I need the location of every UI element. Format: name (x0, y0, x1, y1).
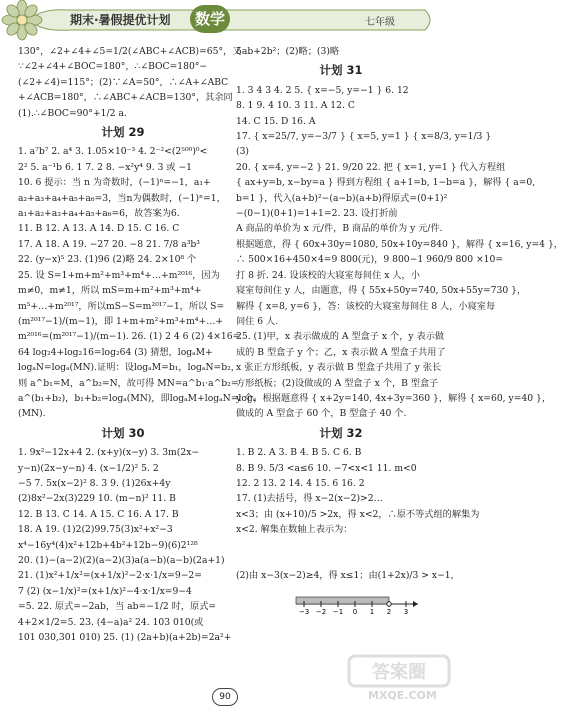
answer-line: 方形纸板；(2)设做成的 A 型盒子 x 个，B 型盒子 (236, 377, 439, 389)
right-answer-column (236, 44, 563, 583)
answer-line: 17. { x=25/7, y=−3/7 } { x=5, y=1 } { x=8/3, y=1/3 } (236, 131, 492, 143)
answer-line: 则 a^b₁=M，a^b₂=N，故可得 MN=a^b₁·a^b₂= (18, 377, 239, 389)
subject-badge: 数学 (190, 5, 230, 33)
grade-label: 七年级 (365, 17, 395, 28)
svg-text:答案圈: 答案圈 (372, 662, 426, 683)
answer-line: { ax+y=b, x−by=a } 得到方程组 { a+1=b, 1−b=a }，解得 { a=0, (236, 177, 536, 189)
section-heading: 计划 31 (319, 63, 363, 78)
answer-line: 根据题意，得 { 60x+30y=1080, 50x+10y=840 }，解得 { x=16, y=4 }， (236, 238, 563, 250)
answer-line: −(0−1)(0+1)=1+1=2. 23. 设打折前 (236, 208, 398, 220)
answer-line: 11. B 12. A 13. A 14. D 15. C 16. C (18, 223, 180, 235)
answer-line: 7 (2) (x−1/x)²=(x+1/x)²−4·x·1/x=9−4 (18, 585, 192, 597)
section-heading: 计划 32 (319, 425, 363, 440)
answer-line: 101 030,301 010) 25. (1) (2a+b)(a+2b)=2a²+ (18, 632, 232, 644)
answer-line: m⁵+…+m²⁰¹⁷，所以mS−S=m²⁰¹⁷−1，所以 S= (18, 300, 225, 312)
answer-line: 8. B 9. 5/3 <a≤6 10. −7<x<1 11. m<0 (236, 462, 417, 474)
answer-line: 5ab+2b²；(2)略；(3)略 (236, 46, 340, 57)
answer-line: m≠0，m≠1，所以 mS=m+m²+m³+m⁴+ (18, 285, 202, 297)
answer-line: 12. B 13. C 14. A 15. C 16. A 17. B (18, 508, 179, 520)
answer-line: 寝室每间住 y 人，由题意，得 { 55x+50y=740, 50x+55y=730 }， (236, 285, 527, 297)
answer-line: 20. { x=4, y=−2 } 21. 9/20 22. 把 { x=1, y=1 } 代入方程组 (236, 161, 506, 173)
answer-line: 解得 { x=8, y=6 }，答：该校的大寝室每间住 8 人，小寝室每 (236, 300, 496, 312)
answer-line: y 个，根据题意得 { x+2y=140, 4x+3y=360 }，解得 { x=60, y=40 }， (236, 392, 552, 404)
number-line-tick-label: 0 (352, 608, 358, 616)
axis-arrow-icon (413, 601, 418, 607)
left-answer-column (18, 44, 257, 645)
answer-line: 成的 B 型盒子 y 个；乙，x 表示做 A 型盒子共用了 (236, 346, 446, 358)
answer-line: a₂+a₃+a₄+a₅+a₆=3，当n为偶数时，(−1)ⁿ=1， (18, 192, 226, 204)
answer-line: 2² 5. a⁻¹b 6. 1 7. 2 8. −x²y⁴ 9. 3 或 −1 (18, 161, 192, 173)
answer-line: 12. 2 13. 2 14. 4 15. 6 16. 2 (236, 477, 365, 489)
answer-line: 17. A 18. A 19. −27 20. −8 21. 7/8 a³b³ (18, 238, 200, 250)
answer-line: ∵∠2+∠4+∠BOC=180°，∴∠BOC=180°− (18, 61, 208, 73)
answer-line: 打 8 折. 24. 设该校的大寝室每间住 x 人，小 (236, 269, 420, 281)
flower-logo-icon (2, 0, 42, 40)
answer-line: (3) (236, 146, 250, 158)
answer-line: 1. B 2. A 3. B 4. B 5. C 6. B (236, 447, 362, 459)
answer-line: A 商品的单价为 x 元/件，B 商品的单价为 y 元/件. (236, 223, 443, 235)
number-line-gap (236, 538, 446, 568)
section-heading: 计划 29 (101, 125, 145, 140)
answer-line: ∴ 500×16+450×4=9 800(元)，9 800−1 960/9 800 ×10= (236, 254, 504, 266)
number-line-tick-label: −3 (298, 608, 310, 616)
number-line-tick-label: 2 (386, 608, 392, 616)
number-line-tick-label: −2 (315, 608, 327, 616)
answer-line: 22. (y−x)⁵ 23. (1)96 (2)略 24. 2×10⁸ 个 (18, 254, 197, 266)
page-header (0, 0, 458, 40)
number-line-tick-label: 1 (369, 608, 375, 616)
answer-line: −5 7. 5x(x−2)² 8. 3 9. (1)26x+4y (18, 477, 171, 489)
answer-line: x<3；由 (x+10)/5 >2x，得 x<2，∴原不等式组的解集为 (236, 508, 480, 520)
solution-band (296, 597, 389, 604)
answer-line: b=1 }，代入(a+b)²−(a−b)(a+b)得原式=(0+1)² (236, 192, 448, 204)
answer-line: 间住 6 人. (236, 315, 279, 327)
answer-line: 25. (1)甲，x 表示做成的 A 型盒子 x 个，y 表示做 (236, 331, 445, 343)
answer-line: 130°，∠2+∠4+∠5=1/2(∠ABC+∠ACB)=65°，又 (18, 46, 242, 57)
answer-line: 10. 6 提示：当 n 为奇数时，(−1)ⁿ=−1，a₁+ (18, 177, 211, 189)
answer-line: 18. A 19. (1)2(2)99.75(3)x²+x²−3 (18, 524, 173, 536)
answer-line: (MN). (18, 408, 46, 420)
answer-line: 4+2×1/2=5. 23. (4−a)a² 24. 103 010(或 (18, 616, 204, 628)
answer-line: 1. a⁷b⁷ 2. a⁴ 3. 1.05×10⁻³ 4. 2⁻²<(2⁵⁰⁰)⁰< (18, 146, 208, 158)
answer-line: 8. 1 9. 4 10. 3 11. A 12. C (236, 100, 355, 112)
open-endpoint (387, 602, 391, 606)
answer-line: x<2. 解集在数轴上表示为： (236, 524, 353, 536)
page-number: 90 (212, 688, 238, 706)
answer-line: +∠ACB=180°，∴∠ABC+∠ACB=130°，其余同 (18, 92, 233, 104)
answer-line: (∠2+∠4)=115°；(2)∵∠A=50°，∴∠A+∠ABC (18, 76, 229, 88)
answer-line: a^(b₁+b₂)，b₁+b₂=logₐ(MN)，即logₐM+logₐN=logₐ (18, 392, 257, 404)
answer-line: (m²⁰¹⁷−1)/(m−1)，即 1+m+m²+m³+m⁴+…+ (18, 315, 224, 327)
answer-line: 21. (1)x²+1/x²=(x+1/x)²−2·x·1/x=9−2= (18, 570, 202, 582)
answer-line: a₁+a₂+a₃+a₄+a₅+a₆=6，故答案为6. (18, 208, 180, 220)
answer-line: 1. 9x²−12x+4 2. (x+y)(x−y) 3. 3m(2x− (18, 447, 200, 459)
number-line-tick-label: 3 (403, 608, 409, 616)
answer-line: x 张正方形纸板，y 表示做 B 型盒子共用了 y 张长 (236, 362, 442, 374)
number-line-diagram (294, 589, 420, 615)
answer-line: 17. (1)去括号，得 x−2(x−2)>2… (236, 493, 383, 505)
section-heading: 计划 30 (101, 425, 145, 440)
answer-line: 25. 设 S=1+m+m²+m³+m⁴+…+m²⁰¹⁶，因为 (18, 269, 220, 281)
answer-line: 做成的 A 型盒子 60 个，B 型盒子 40 个. (236, 408, 407, 420)
answer-line: 64 log₂4+log₂16=log₂64 (3) 猜想，logₐM+ (18, 346, 213, 358)
answer-line: m²⁰¹⁶=(m²⁰¹⁷−1)/(m−1). 26. (1) 2 4 6 (2) 4×16= (18, 331, 241, 343)
answer-line: 14. C 15. D 16. A (236, 115, 316, 127)
answer-line: x⁴−16y⁴(4)x²+12b+4b²+12b−9)(6)2¹²⁸ (18, 539, 198, 551)
watermark-text: MXQE.COM (368, 689, 437, 702)
answer-line: (1).∴∠BOC=90°+1/2 a. (18, 107, 127, 119)
answer-line: (2)由 x−3(x−2)≥4，得 x≤1；由(1+2x)/3 > x−1， (236, 569, 460, 581)
answer-line: 20. (1)−(a−2)(2)(a−2)(3)a(a−b)(a−b)(2a+1) (18, 555, 225, 566)
answer-line: 1. 3 4 3 4. 2 5. { x=−5, y=−1 } 6. 12 (236, 84, 409, 96)
answer-line: =5. 22. 原式=−2ab，当 ab=−1/2 时，原式= (18, 601, 217, 613)
answer-line: (2)8x²−2x(3)229 10. (m−n)² 11. B (18, 493, 176, 505)
answer-line: y−n)(2x−y−n) 4. (x−1/2)² 5. 2 (18, 462, 159, 474)
answer-line: logₐN=logₐ(MN).证明：设logₐM=b₁，logₐN=b₂， (18, 362, 240, 374)
number-line-tick-label: −1 (332, 608, 344, 616)
header-title: 期末·暑假提优计划 (70, 13, 171, 27)
